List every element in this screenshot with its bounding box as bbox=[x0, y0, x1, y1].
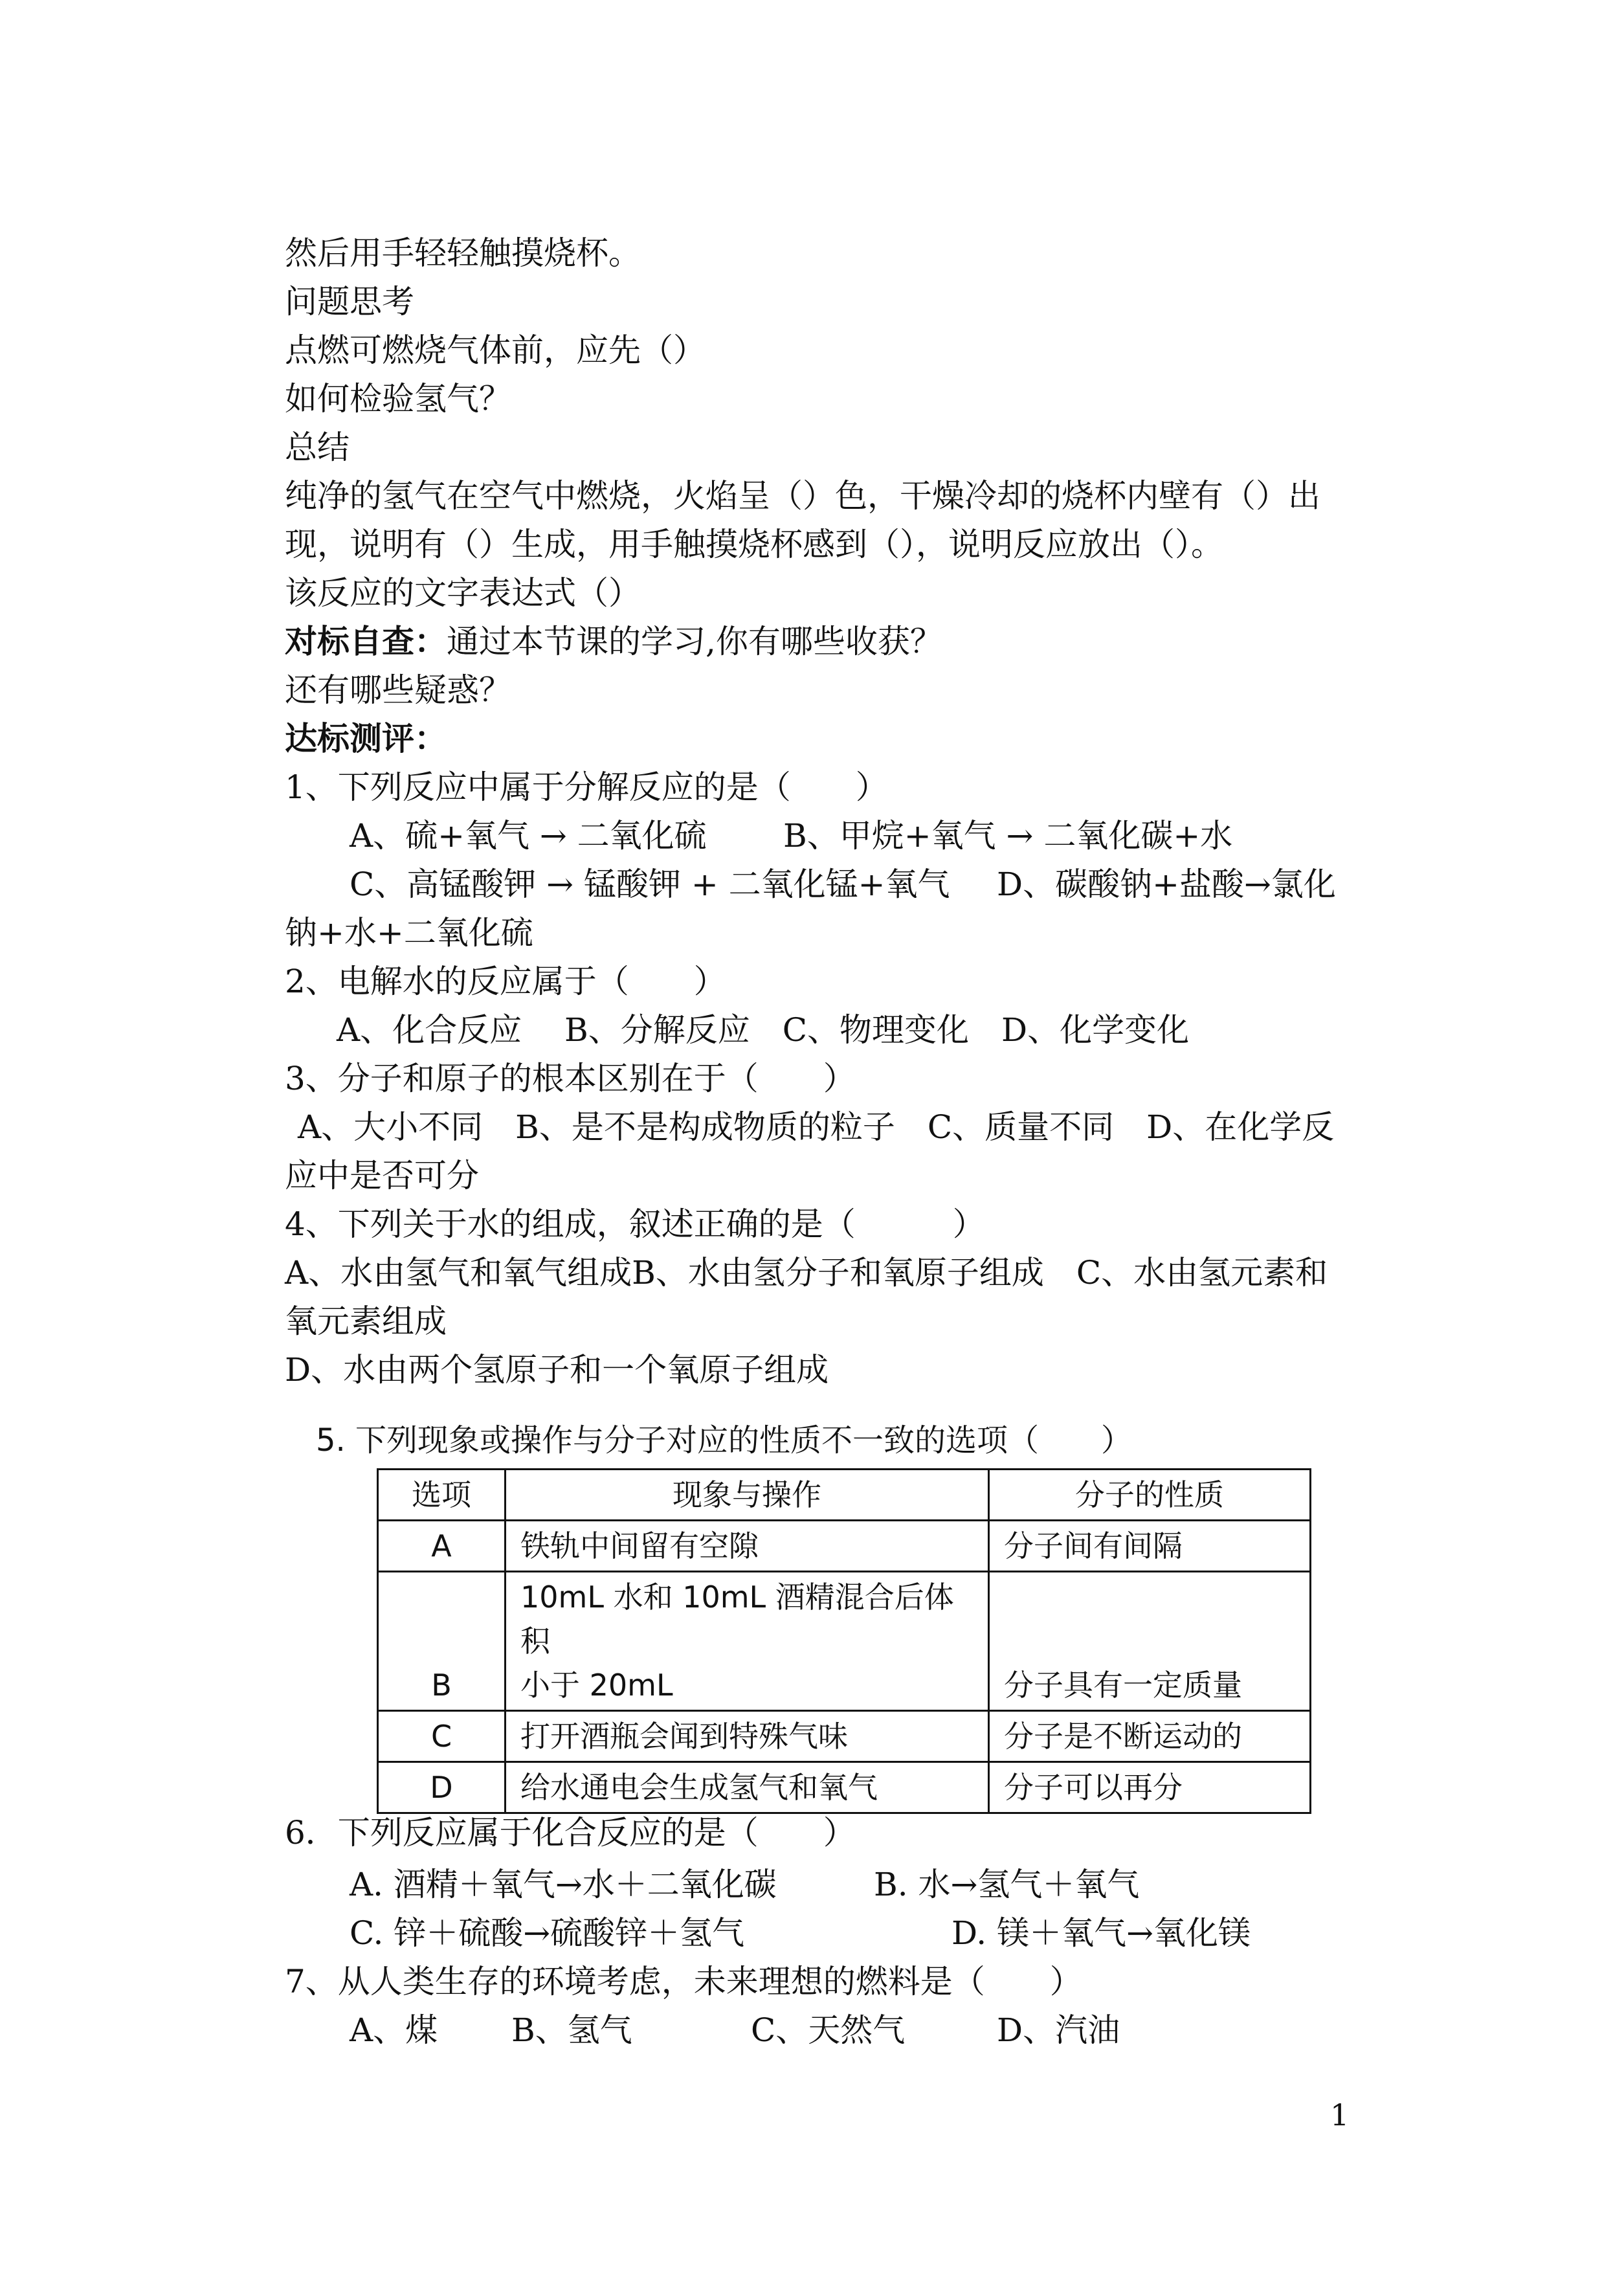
table-header-row bbox=[378, 1470, 1311, 1521]
question-4-options: A、水由氢气和氧气组成B、水由氢分子和氧原子组成 C、水由氢元素和 bbox=[285, 1254, 1328, 1292]
question-1-options-cd bbox=[350, 864, 1336, 904]
option-c: C. 锌＋硫酸→硫酸锌＋氢气 bbox=[350, 1914, 745, 1952]
text-line: 纯净的氢气在空气中燃烧，火焰呈（）色，干燥冷却的烧杯内壁有（）出 bbox=[285, 477, 1320, 515]
option-c: C、天然气 bbox=[751, 2011, 906, 2049]
text-line: 现，说明有（）生成，用手触摸烧杯感到（），说明反应放出（）。 bbox=[285, 526, 1223, 563]
text-line: 然后用手轻轻触摸烧杯。 bbox=[285, 234, 641, 272]
self-check-text: 通过本节课的学习,你有哪些收获？ bbox=[447, 623, 942, 660]
table-cell-phenomenon: 给水通电会生成氢气和氧气 bbox=[506, 1762, 989, 1813]
question-6-stem: 6．下列反应属于化合反应的是（ ） bbox=[285, 1814, 856, 1851]
table-cell-phenomenon: 打开酒瓶会闻到特殊气味 bbox=[506, 1711, 989, 1762]
table-cell-option: B bbox=[378, 1572, 506, 1711]
question-1-options-ab bbox=[350, 816, 1232, 856]
table-header: 分子的性质 bbox=[989, 1470, 1311, 1521]
table-row bbox=[378, 1572, 1311, 1711]
question-4-stem: 4、下列关于水的组成，叙述正确的是（ ） bbox=[285, 1205, 985, 1243]
table-cell-property: 分子可以再分 bbox=[989, 1762, 1311, 1813]
table-cell-property: 分子是不断运动的 bbox=[989, 1711, 1311, 1762]
option-a: A. 酒精＋氧气→水＋二氧化碳 bbox=[350, 1866, 777, 1903]
table-cell-option: A bbox=[378, 1521, 506, 1572]
option-b: B、甲烷+氧气 → 二氧化碳+水 bbox=[783, 817, 1233, 855]
text-line: 点燃可燃烧气体前，应先（） bbox=[285, 331, 706, 369]
self-check-label: 对标自查： bbox=[285, 622, 447, 660]
page-number: 1 bbox=[1330, 2097, 1350, 2132]
option-a: A、煤 bbox=[350, 2011, 438, 2049]
question-3-stem: 3、分子和原子的根本区别在于（ ） bbox=[285, 1060, 856, 1097]
question-5-table bbox=[377, 1468, 1311, 1814]
option-d: D、碳酸钠+盐酸→氯化 bbox=[997, 866, 1336, 903]
table-row bbox=[378, 1521, 1311, 1572]
option-d: D、汽油 bbox=[997, 2011, 1120, 2049]
heading-summary: 总结 bbox=[285, 429, 350, 466]
option-b: B. 水→氢气＋氧气 bbox=[874, 1866, 1140, 1903]
table-row bbox=[378, 1762, 1311, 1813]
question-1-stem: 1、下列反应中属于分解反应的是（ ） bbox=[285, 768, 888, 806]
option-b: B、氢气 bbox=[511, 2011, 632, 2049]
table-cell-phenomenon bbox=[506, 1572, 989, 1711]
question-5-stem: 5. 下列现象或操作与分子对应的性质不一致的选项（ ） bbox=[316, 1422, 1133, 1459]
heading-assessment: 达标测评： bbox=[285, 719, 447, 757]
table-cell-property: 分子间有间隔 bbox=[989, 1521, 1311, 1572]
table-cell-option: D bbox=[378, 1762, 506, 1813]
text-line: 还有哪些疑惑？ bbox=[285, 671, 511, 709]
option-c: C、高锰酸钾 → 锰酸钾 + 二氧化锰+氧气 bbox=[350, 866, 950, 903]
question-1-option-d-cont: 钠+水+二氧化硫 bbox=[285, 914, 533, 952]
option-a: A、硫+氧气 → 二氧化硫 bbox=[350, 817, 707, 855]
table-cell-option: C bbox=[378, 1711, 506, 1762]
question-2-stem: 2、电解水的反应属于（ ） bbox=[285, 963, 726, 1000]
question-2-options: A、化合反应 B、分解反应 C、物理变化 D、化学变化 bbox=[337, 1011, 1190, 1049]
table-cell-property: 分子具有一定质量 bbox=[989, 1572, 1311, 1711]
question-6-options-cd bbox=[350, 1913, 1251, 1953]
question-7-options bbox=[350, 2010, 1120, 2050]
table-header: 选项 bbox=[378, 1470, 506, 1521]
heading-question-thinking: 问题思考 bbox=[285, 283, 414, 320]
self-check-line bbox=[285, 621, 942, 662]
question-3-options-cont: 应中是否可分 bbox=[285, 1157, 479, 1194]
table-header: 现象与操作 bbox=[506, 1470, 989, 1521]
question-4-option-d: D、水由两个氢原子和一个氧原子组成 bbox=[285, 1351, 829, 1389]
table-cell-phenomenon: 铁轨中间留有空隙 bbox=[506, 1521, 989, 1572]
text-line: 如何检验氢气？ bbox=[285, 380, 511, 418]
question-7-stem: 7、从人类生存的环境考虑，未来理想的燃料是（ ） bbox=[285, 1963, 1082, 2000]
table-row bbox=[378, 1711, 1311, 1762]
option-d: D. 镁＋氧气→氧化镁 bbox=[951, 1914, 1251, 1952]
phenomenon-line: 10mL 水和 10mL 酒精混合后体积 bbox=[520, 1580, 954, 1659]
question-3-options: A、大小不同 B、是不是构成物质的粒子 C、质量不同 D、在化学反 bbox=[298, 1108, 1335, 1146]
question-4-options-cont: 氧元素组成 bbox=[285, 1303, 447, 1340]
phenomenon-line: 小于 20mL bbox=[520, 1668, 673, 1703]
question-6-options-ab bbox=[350, 1864, 1139, 1905]
text-line: 该反应的文字表达式（） bbox=[285, 574, 641, 612]
